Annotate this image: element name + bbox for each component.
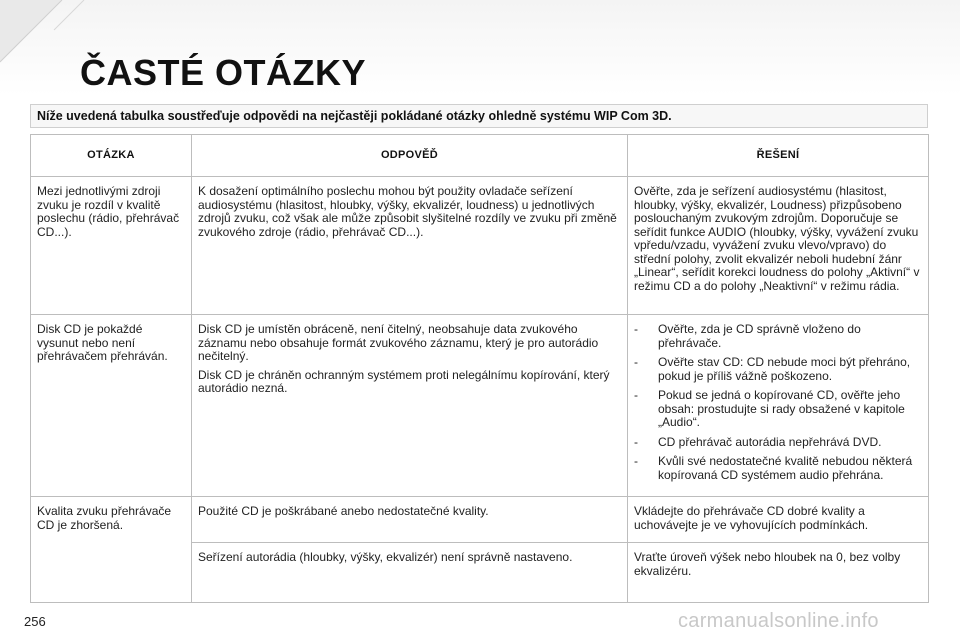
answer-cell: [192, 177, 628, 315]
bullet-dash: -: [634, 434, 638, 449]
answer-cell: [192, 543, 628, 603]
answer-cell: [192, 497, 628, 543]
solution-cell: Vraťte úroveň výšek nebo hloubek na 0, bez volby ekvalizéru.: [628, 543, 929, 603]
table-header-row: [31, 135, 929, 177]
list-item: [634, 356, 922, 383]
question-cell: Disk CD je pokaždé vysunut nebo není přehrávačem přehráván.: [31, 315, 192, 497]
list-item-text: Ověřte, zda je CD správně vloženo do přehrávače.: [658, 322, 861, 350]
answer-text: Disk CD je umístěn obráceně, není čitelný, neobsahuje data zvukového záznamu nebo obsahuje formát zvukového záznamu, který je pro autorádio nečitelný.: [198, 322, 599, 363]
list-item: [634, 455, 922, 482]
faq-table: [30, 134, 929, 603]
question-cell: Kvalita zvuku přehrávače CD je zhoršená.: [31, 497, 192, 603]
list-item-text: Ověřte stav CD: CD nebude moci být přehráno, pokud je příliš vážně poškozeno.: [658, 355, 911, 383]
page-title: ČASTÉ OTÁZKY: [80, 52, 367, 93]
header-answer: ODPOVĚĎ: [192, 135, 628, 177]
list-item-text: CD přehrávač autorádia nepřehrává DVD.: [658, 434, 882, 449]
solution-cell: [628, 315, 929, 497]
answer-text: K dosažení optimálního poslechu mohou být použity ovladače seřízení audiosystému (hlasitost, hloubky, výšky, ekvalizér, loudness) u jednotlivých zdrojů zvuku, což však ale může způsobit slyšitelné rozdíly ve zvuku při změně zvukového zdroje (rádio, přehrávač CD...).: [198, 184, 617, 239]
table-row: [31, 177, 929, 315]
intro-text: Níže uvedená tabulka soustřeďuje odpovědi na nejčastěji pokládané otázky ohledně systému WIP Com 3D.: [30, 104, 928, 128]
bullet-dash: -: [634, 388, 638, 402]
list-item: [634, 389, 922, 430]
watermark: carmanualsonline.info: [678, 610, 879, 632]
bullet-dash: -: [634, 322, 638, 336]
solution-list: [634, 323, 922, 482]
answer-text: Disk CD je chráněn ochranným systémem proti nelegálnímu kopírování, který autorádio nezná.: [198, 367, 610, 395]
table-row: [31, 315, 929, 497]
page-number: 256: [24, 614, 46, 629]
answer-cell: [192, 315, 628, 497]
answer-text: Seřízení autorádia (hloubky, výšky, ekvalizér) není správně nastaveno.: [198, 550, 573, 564]
list-item: [634, 436, 922, 450]
answer-text: Použité CD je poškrábané anebo nedostatečné kvality.: [198, 504, 489, 518]
header-solution: ŘEŠENÍ: [628, 135, 929, 177]
header-question: OTÁZKA: [31, 135, 192, 177]
list-item-text: Pokud se jedná o kopírované CD, ověřte jeho obsah: prostudujte si rady obsažené v kapitole „Audio“.: [658, 388, 905, 429]
question-cell: Mezi jednotlivými zdroji zvuku je rozdíl v kvalitě poslechu (rádio, přehrávač CD...).: [31, 177, 192, 315]
list-item-text: Kvůli své nedostatečné kvalitě nebudou některá kopírovaná CD systémem audio přehrána.: [658, 454, 913, 482]
list-item: [634, 323, 922, 350]
solution-cell: Vkládejte do přehrávače CD dobré kvality a uchovávejte je ve vyhovujících podmínkách.: [628, 497, 929, 543]
bullet-dash: -: [634, 454, 638, 468]
solution-cell: Ověřte, zda je seřízení audiosystému (hlasitost, hloubky, výšky, ekvalizér, Loudness) přizpůsobeno poslouchaným zvukovým zdrojům. Doporučuje se seřídit funkce AUDIO (hloubky, výšky, vyvážení zvuku vpředu/vzadu, vyvážení zvuku vlevo/vpravo) do střední polohy, zvolit ekvalizér neboli hudební žánr „Linear“, seřídit korekci loudness do polohy „Aktivní“ v režimu CD a do polohy „Neaktivní“ v režimu rádia.: [628, 177, 929, 315]
table-row: [31, 497, 929, 543]
bullet-dash: -: [634, 355, 638, 369]
